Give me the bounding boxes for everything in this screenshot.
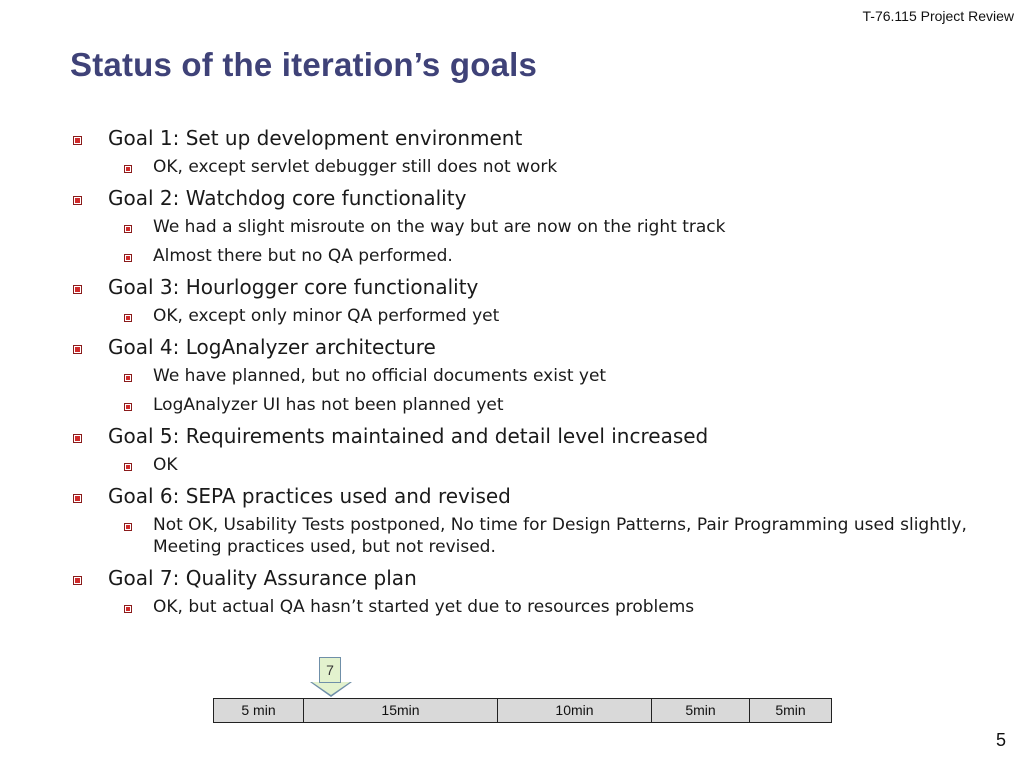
square-bullet-icon — [124, 523, 132, 531]
goal-detail-item — [70, 596, 970, 618]
goal-detail-text: LogAnalyzer UI has not been planned yet — [153, 395, 504, 415]
timeline-segment: 5min — [750, 699, 831, 722]
timeline-segment: 15min — [304, 699, 498, 722]
square-bullet-icon — [124, 463, 132, 471]
goal-detail-text: Almost there but no QA performed. — [153, 246, 453, 266]
goal-text: Goal 6: SEPA practices used and revised — [108, 484, 511, 508]
goal-detail-item — [70, 216, 970, 238]
goal-detail-text: We have planned, but no official documents exist yet — [153, 366, 607, 386]
timeline-segment: 10min — [498, 699, 652, 722]
square-bullet-icon — [124, 225, 132, 233]
goal-text: Goal 7: Quality Assurance plan — [108, 566, 417, 590]
goal-detail-item — [70, 394, 970, 416]
goal-text: Goal 2: Watchdog core functionality — [108, 186, 467, 210]
goal-text: Goal 3: Hourlogger core functionality — [108, 275, 479, 299]
goal-detail-item — [70, 156, 970, 178]
goal-item — [70, 483, 970, 509]
square-bullet-icon — [124, 403, 132, 411]
square-bullet-icon — [73, 434, 82, 443]
goal-detail-item — [70, 454, 970, 476]
timeline-segment: 5 min — [214, 699, 304, 722]
square-bullet-icon — [124, 314, 132, 322]
marker-arrow-fill — [312, 682, 350, 695]
goal-detail-text: OK, but actual QA hasn’t started yet due to resources problems — [153, 597, 695, 617]
goal-detail-text: Not OK, Usability Tests postponed, No time for Design Patterns, Pair Programming used slightly, Meeting practices used, but not revised. — [153, 515, 967, 557]
goal-detail-item — [70, 245, 970, 267]
square-bullet-icon — [73, 345, 82, 354]
goal-item — [70, 565, 970, 591]
timeline-segment: 5min — [652, 699, 750, 722]
goal-detail-item — [70, 514, 970, 558]
goal-item — [70, 423, 970, 449]
course-label: T-76.115 Project Review — [862, 8, 1014, 24]
goal-detail-text: OK, except servlet debugger still does not work — [153, 157, 558, 177]
square-bullet-icon — [124, 165, 132, 173]
agenda-timeline — [213, 698, 832, 723]
square-bullet-icon — [124, 605, 132, 613]
goal-item — [70, 274, 970, 300]
goal-detail-item — [70, 365, 970, 387]
square-bullet-icon — [73, 136, 82, 145]
page-number: 5 — [995, 730, 1006, 750]
square-bullet-icon — [73, 196, 82, 205]
square-bullet-icon — [73, 285, 82, 294]
square-bullet-icon — [124, 374, 132, 382]
goal-text: Goal 5: Requirements maintained and detail level increased — [108, 424, 709, 448]
square-bullet-icon — [73, 494, 82, 503]
square-bullet-icon — [124, 254, 132, 262]
goal-item — [70, 125, 970, 151]
goal-text: Goal 4: LogAnalyzer architecture — [108, 335, 436, 359]
goal-text: Goal 1: Set up development environment — [108, 126, 523, 150]
timeline-marker — [310, 657, 352, 699]
goal-detail-text: OK — [153, 455, 178, 475]
goal-detail-text: OK, except only minor QA performed yet — [153, 306, 500, 326]
marker-label: 7 — [319, 657, 341, 683]
square-bullet-icon — [73, 576, 82, 585]
goal-detail-text: We had a slight misroute on the way but are now on the right track — [153, 217, 726, 237]
slide-title: Status of the iteration’s goals — [70, 46, 538, 83]
goal-item — [70, 334, 970, 360]
goal-item — [70, 185, 970, 211]
goals-list — [70, 125, 970, 625]
goal-detail-item — [70, 305, 970, 327]
